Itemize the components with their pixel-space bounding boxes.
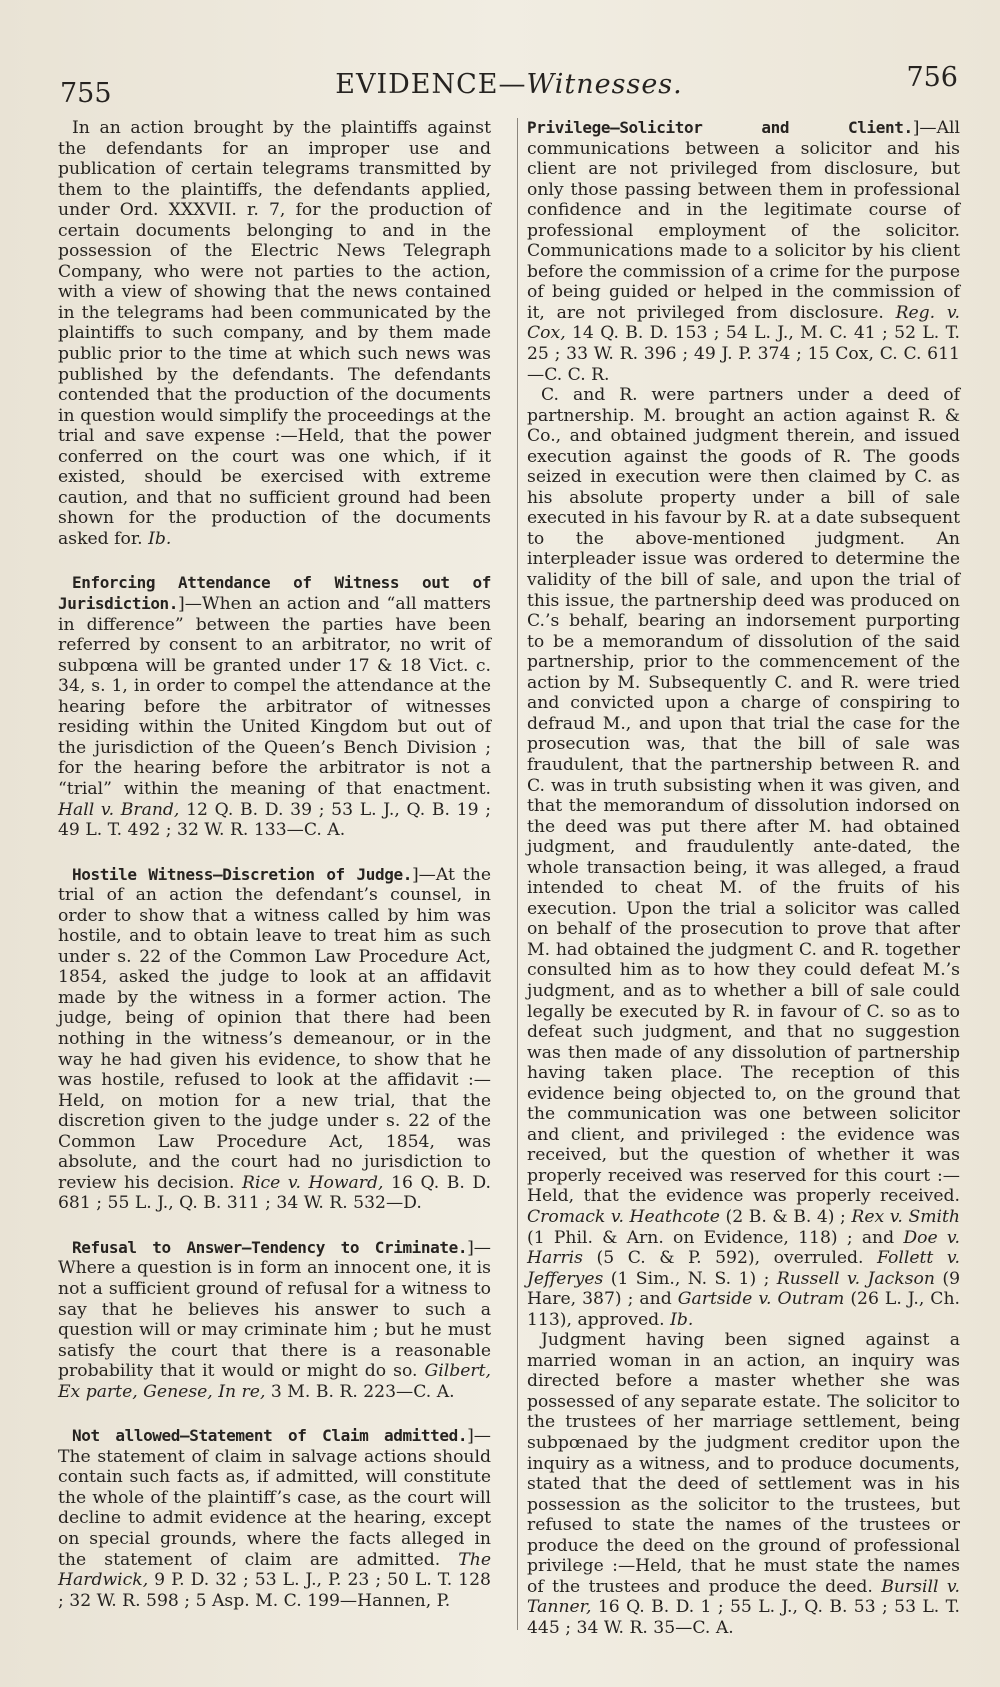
case-citation: Bursill v. Tanner,	[527, 1576, 960, 1618]
case-reference: (2 B. & B. 4) ;	[719, 1206, 852, 1227]
section-text: ]—When an action and “all matters in difference” between the parties have been referred by consent to an arbitrator, no writ of subpœna will be granted under 17 & 18 Vict. c. 34, s. 1, in order to compel the attendance at the hearing before the arbitrator of witnesses residing within the United Kingdom but out of the jurisdiction of the Queen’s Bench Division ; for the hearing before the arbitrator is not a “trial” within the meaning of that enactment.	[58, 594, 491, 799]
section-heading: Not allowed—Statement of Claim admitted.	[72, 1426, 468, 1446]
case-citation: Follett v. Jefferyes	[527, 1248, 960, 1289]
left-column	[58, 118, 491, 1638]
case-reference: 16 Q. B. D. 1 ; 55 L. J., Q. B. 53 ; 53 L. T. 445 ; 34 W. R. 35—C. A.	[527, 1597, 960, 1638]
case-citation: Hall v. Brand,	[58, 799, 180, 820]
section-heading: Refusal to Answer—Tendency to Criminate.	[72, 1237, 468, 1257]
case-reference: (9 Hare, 387) ; and	[527, 1268, 961, 1310]
section-heading: Enforcing Attendance of Witness out of Jurisdiction.	[58, 573, 491, 614]
case-reference: 12 Q. B. D. 39 ; 53 L. J., Q. B. 19 ; 49 L. T. 492 ; 32 W. R. 133—C. A.	[58, 799, 491, 841]
text-columns	[58, 118, 960, 1638]
paragraph-text: Judgment having been signed against a married woman in an action, an inquiry was directed before a master whether she was possessed of any separate estate. The solicitor to the trustees of her marriage settlement, being subpœnaed by the judgment creditor upon the inquiry as a witness, and to produce documents, stated that the deed of settlement was in his possession as the solicitor to the trustees, but refused to state the names of the trustees or produce the deed on the ground of professional privilege :—Held, that he must state the names of the trustees and produce the deed.	[527, 1330, 960, 1597]
case-reference: (1 Sim., N. S. 1) ;	[603, 1268, 777, 1289]
section-privilege	[527, 118, 960, 385]
case-reference: (5 C. & P. 592), overruled.	[583, 1248, 878, 1269]
running-title	[58, 69, 960, 100]
page-header	[58, 58, 960, 118]
right-page-number: 756	[906, 62, 958, 93]
case-reference: 16 Q. B. D. 681 ; 55 L. J., Q. B. 311 ; 34 W. R. 532—D.	[58, 1172, 491, 1214]
case-citation: Gilbert, Ex parte, Genese, In re,	[58, 1361, 491, 1402]
section-text: ]—The statement of claim in salvage actions should contain such facts as, if admitted, will constitute the whole of the plaintiff’s case, as the court will decline to admit evidence at the hearing, except on special grounds, where the facts alleged in the statement of claim are admitted.	[58, 1426, 491, 1570]
case-citation: Ib.	[148, 528, 172, 549]
case-reference: 14 Q. B. D. 153 ; 54 L. J., M. C. 41 ; 52 L. T. 25 ; 33 W. R. 396 ; 49 J. P. 374 ; 15 Cox, C. C. 611—C. C. R.	[527, 323, 960, 385]
section-text: ]—At the trial of an action the defendant’s counsel, in order to show that a witness called by him was hostile, and to obtain leave to treat him as such under s. 22 of the Common Law Procedure Act, 1854, asked the judge to look at an affidavit made by the witness in a former action. The judge, being of opinion that there had been nothing in the witness’s demeanour, or in the way he had given his evidence, to show that he was hostile, refused to look at the affidavit :—Held, on motion for a new trial, that the discretion given to the judge under s. 22 of the Common Law Procedure Act, 1854, was absolute, and the court had no jurisdiction to review his decision.	[58, 864, 491, 1193]
case-reference: (26 L. J., Ch. 113), approved.	[527, 1289, 960, 1330]
paragraph-partners	[527, 385, 960, 1330]
section-hostile-witness	[58, 865, 491, 1214]
section-text: ]—Where a question is in form an innocent one, it is not a sufficient ground of refusal for a witness to say that he believes his answer to such a question will or may criminate him ; but he must satisfy the court that there is a reasonable probability that it would or might do so.	[58, 1237, 491, 1382]
case-citation: Reg. v. Cox,	[527, 302, 960, 344]
paragraph-married-woman	[527, 1330, 960, 1638]
right-column	[527, 118, 960, 1638]
section-text: ]—All communications between a solicitor and his client are not privileged from disclosure, but only those passing between them in professional confidence and in the legitimate course of professional employment of the solicitor. Communications made to a solicitor by his client before the commission of a crime for the purpose of being guided or helped in the commission of it, are not privileged from disclosure.	[527, 118, 960, 323]
case-citation: Rice v. Howard,	[242, 1172, 384, 1193]
column-divider	[517, 118, 518, 1630]
running-title-italic: Witnesses.	[526, 69, 683, 100]
case-citation: Ib.	[670, 1309, 694, 1330]
case-citation: Gartside v. Outram	[677, 1289, 845, 1310]
case-reference: 3 M. B. R. 223—C. A.	[270, 1381, 455, 1402]
case-citation: Cromack v. Heathcote	[527, 1206, 720, 1227]
running-title-main: EVIDENCE—	[335, 69, 527, 100]
case-citation: Doe v. Harris	[527, 1227, 960, 1269]
case-reference: (1 Phil. & Arn. on Evidence, 118) ; and	[527, 1227, 904, 1248]
case-citation: Rex v. Smith	[851, 1206, 960, 1227]
section-not-allowed	[58, 1426, 491, 1611]
section-refusal-to-answer	[58, 1238, 491, 1402]
paragraph-text: C. and R. were partners under a deed of partnership. M. brought an action against R. & Co., and obtained judgment therein, and issued execution against the goods of R. The goods seized in execution were then claimed by C. as his absolute property under a bill of sale executed in his favour by R. at a date subsequent to the above-mentioned judgment. An interpleader issue was ordered to determine the validity of the bill of sale, and upon the trial of this issue, the partnership deed was produced on C.’s behalf, bearing an indorsement purporting to be a memorandum of dissolution of the said partnership, prior to the commencement of the action by M. Subsequently C. and R. were tried and convicted upon a charge of conspiring to defraud M., and upon that trial the case for the prosecution was, that the bill of sale was fraudulent, that the partnership between R. and C. was in truth subsisting when it was given, and that the memorandum of dissolution indorsed on the deed was put there after M. had obtained judgment, and fraudulently ante-dated, the whole transaction being, it was alleged, a fraud intended to cheat M. of the fruits of his execution. Upon the trial a solicitor was called on behalf of the prosecution to prove that after M. had obtained the judgment C. and R. together consulted him as to how they could defeat M.’s judgment, and as to whether a bill of sale could legally be executed by R. in favour of C. so as to defeat such judgment, and that no suggestion was then made of any dissolution of partnership having taken place. The reception of this evidence being objected to, on the ground that the communication was one between solicitor and client, and privileged : the evidence was received, but the question of whether it was properly received was reserved for this court :—Held, that the evidence was properly received.	[527, 385, 960, 1207]
paragraph-text: In an action brought by the plaintiffs against the defendants for an improper use and publication of certain telegrams transmitted by them to the plaintiffs, the defendants applied, under Ord. XXXVII. r. 7, for the production of certain documents belonging to and in the possession of the Electric News Telegraph Company, who were not parties to the action, with a view of showing that the news contained in the telegrams had been communicated by the plaintiffs to such company, and by them made public prior to the time at which such news was published by the defendants. The defendants contended that the production of the documents in question would simplify the proceedings at the trial and save expense :—Held, that the power conferred on the court was one which, if it existed, should be exercised with extreme caution, and that no sufficient ground had been shown for the production of the documents asked for.	[58, 118, 491, 549]
paragraph-telegrams	[58, 118, 491, 549]
left-page-number: 755	[60, 78, 112, 109]
case-reference: 9 P. D. 32 ; 53 L. J., P. 23 ; 50 L. T. 128 ; 32 W. R. 598 ; 5 Asp. M. C. 199—Hannen, P.	[58, 1570, 491, 1611]
section-heading: Hostile Witness—Discretion of Judge.	[72, 864, 412, 884]
section-heading: Privilege—Solicitor and Client.	[527, 118, 913, 137]
section-enforcing-attendance	[58, 573, 491, 840]
case-citation: Russell v. Jackson	[776, 1268, 935, 1289]
case-citation: The Hardwick,	[58, 1549, 491, 1591]
